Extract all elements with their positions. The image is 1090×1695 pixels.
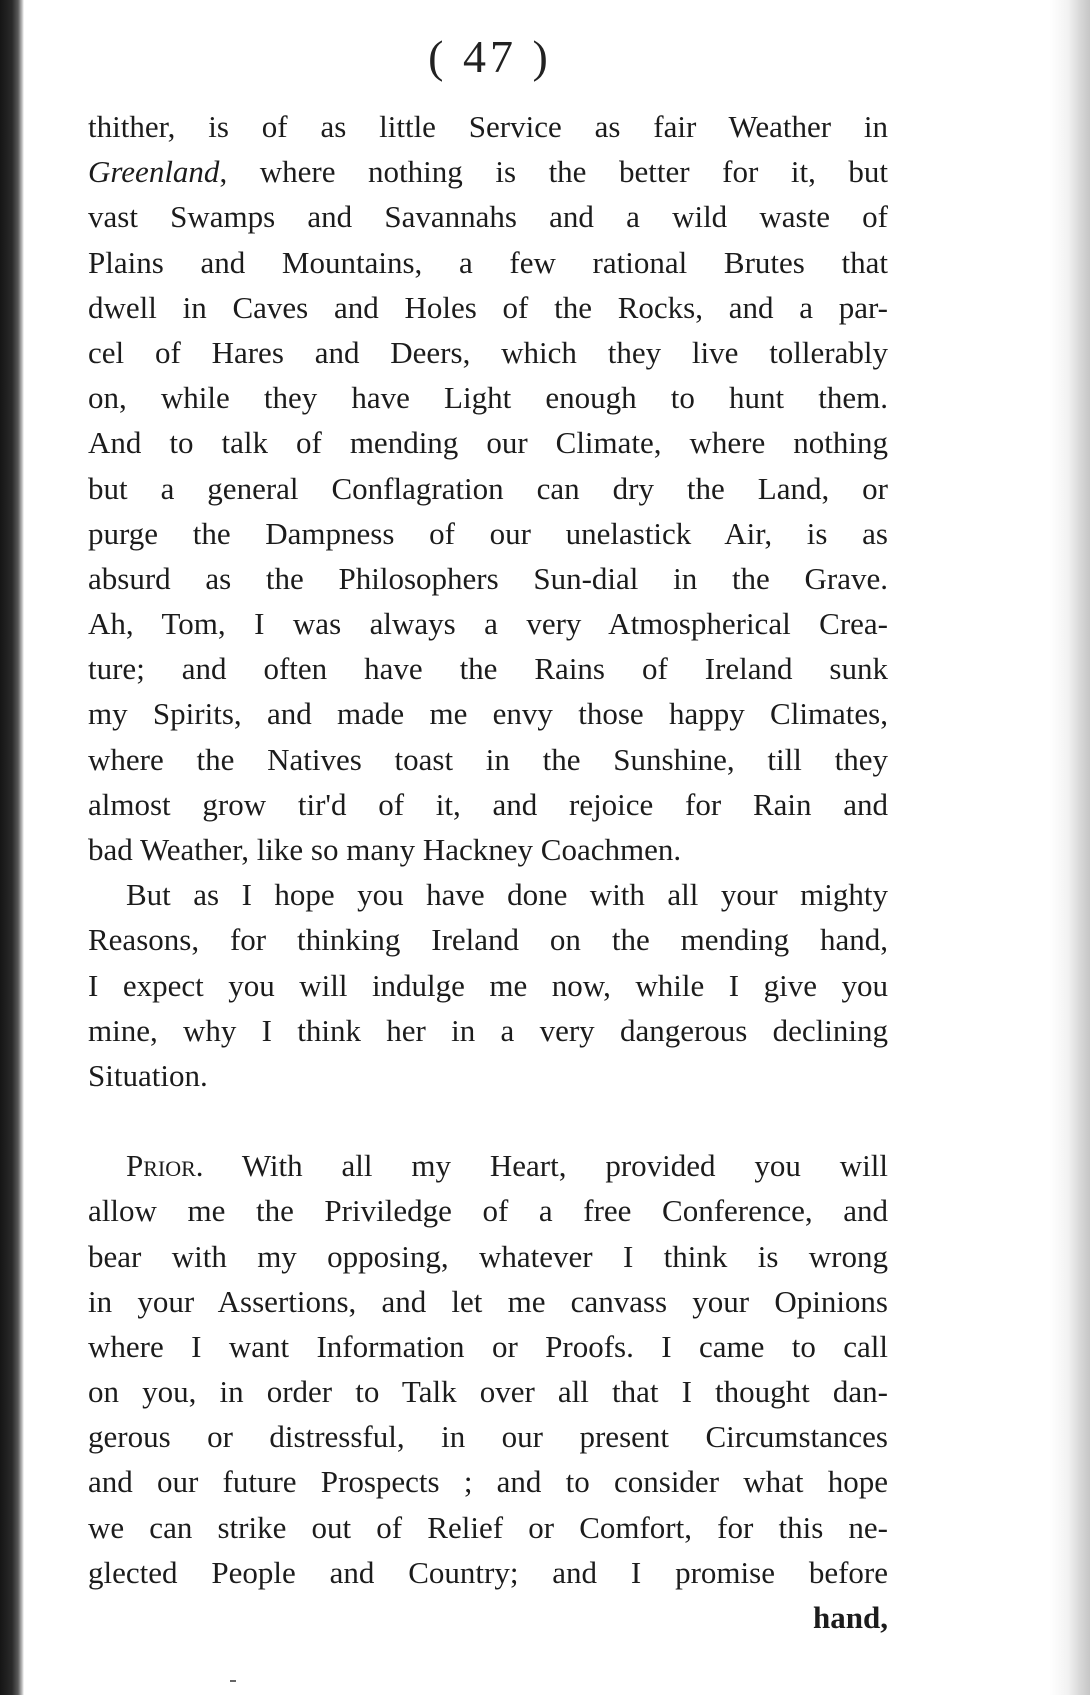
text-line: bear with my opposing, whatever I think is wrong [88,1238,888,1274]
text-line: in your Assertions, and let me canvass your Opinions [88,1283,888,1319]
text-line: But as I hope you have done with all your mighty [126,877,888,913]
text-line: on, while they have Light enough to hunt them. [88,380,888,416]
text-fragment: With all my Heart, provided you will [241,1148,888,1184]
text-line: mine, why I think her in a very dangerous declining [88,1012,888,1048]
page-number: ( 47 ) [428,31,552,82]
speaker-name: Prior. [126,1148,204,1184]
text-line: Situation. [88,1057,208,1093]
catchword: hand, [813,1600,888,1635]
text-line: purge the Dampness of our unelastick Air, is as [88,515,888,551]
text-line: Reasons, for thinking Ireland on the mending hand, [88,922,888,958]
text-line: bad Weather, like so many Hackney Coachmen. [88,832,682,867]
text-line: Plains and Mountains, a few rational Brutes that [88,244,888,280]
text-line: absurd as the Philosophers Sun-dial in the Grave. [88,560,888,596]
text-line: but a general Conflagration can dry the Land, or [88,470,888,506]
text-fragment: , where nothing is the better for it, but [219,154,888,190]
text-line: gerous or distressful, in our present Circumstances [88,1419,888,1455]
text-line [88,1143,888,1188]
text-line: dwell in Caves and Holes of the Rocks, and a par- [88,289,888,325]
text-line: on you, in order to Talk over all that I thought dan- [88,1374,888,1410]
text-line: allow me the Priviledge of a free Conference, and [88,1193,888,1229]
text-line: Ah, Tom, I was always a very Atmospherical Crea- [88,606,888,642]
text-line: cel of Hares and Deers, which they live tollerably [88,334,888,370]
text-line: thither, is of as little Service as fair Weather in [88,109,888,144]
text-line: And to talk of mending our Climate, where nothing [88,425,888,461]
text-line: my Spirits, and made me envy those happy Climates, [88,696,888,732]
text-line: where the Natives toast in the Sunshine, till they [88,741,888,777]
paragraph-gap [88,1098,888,1143]
text-line: and our future Prospects ; and to consider what hope [88,1464,888,1500]
italic-word: Greenland [88,154,220,190]
page-text [88,104,888,1640]
text-line: ture; and often have the Rains of Ireland sunk [88,651,888,687]
text-line [88,149,888,194]
text-line: we can strike out of Relief or Comfort, for this ne- [88,1509,888,1545]
text-line: where I want Information or Proofs. I came to call [88,1328,888,1364]
text-line: I expect you will indulge me now, while I give you [88,967,888,1003]
print-mark [230,1680,236,1682]
page-edge [1050,0,1090,1695]
text-line: glected People and Country; and I promise before [88,1554,888,1590]
text-line: vast Swamps and Savannahs and a wild waste of [88,199,888,235]
text-line: almost grow tir'd of it, and rejoice for Rain and [88,786,888,822]
binding-edge [0,0,24,1695]
